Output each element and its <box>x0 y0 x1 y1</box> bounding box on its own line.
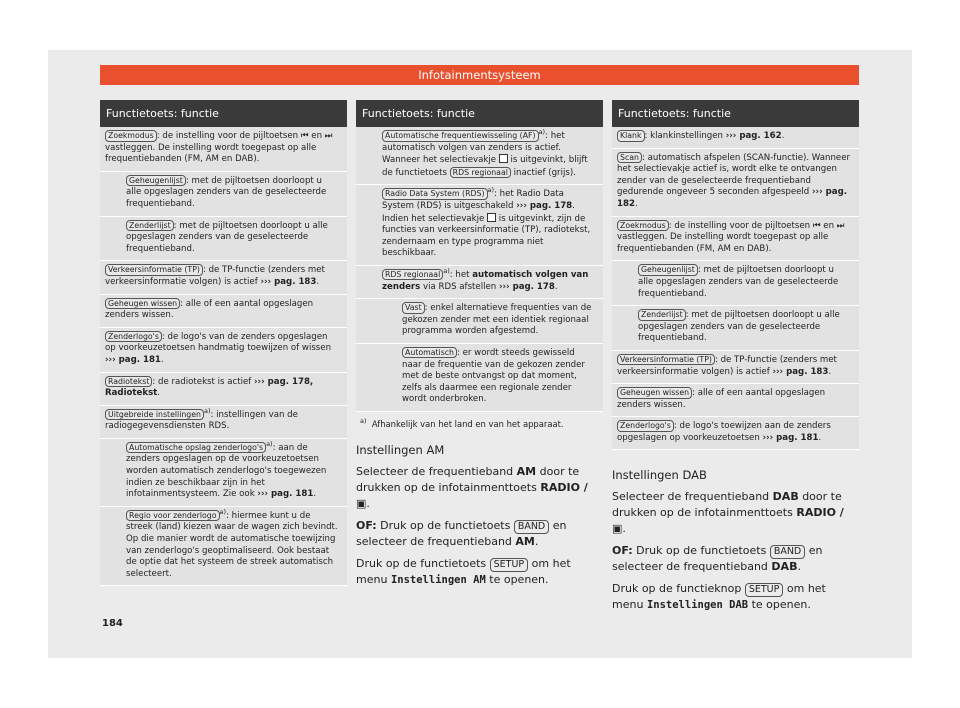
function-key-label: Zoekmodus <box>617 220 669 232</box>
function-key-label: Klank <box>617 130 645 142</box>
function-key-label: Radio Data System (RDS) <box>382 188 488 200</box>
table-row: Geheugenlijst : met de pijltoetsen doorloopt u alle opgeslagen zenders van de geselecteerde frequentieband. <box>100 172 347 217</box>
media-icon: ▣ <box>612 522 623 536</box>
function-table-2 <box>356 100 603 588</box>
page-reference: ››› pag. 181 <box>105 354 161 365</box>
function-key-label: RDS regionaal <box>382 269 443 281</box>
section-title: Instellingen AM <box>356 442 445 457</box>
footnote: $^{a)}$ Afhankelijk van het land en van het apparaat. <box>360 417 564 429</box>
function-key-label: Verkeersinformatie (TP) <box>617 354 715 366</box>
table-header: Functietoets: functie <box>356 100 603 127</box>
function-key-label: RDS regionaal <box>450 167 511 179</box>
menu-name: Instellingen AM <box>390 573 486 586</box>
table-row: Radio Data System (RDS) $^{a)}$: het Radio Data System (RDS) is uitgeschakeld ››› pag. 178. Indien het selectievakje is uitgevinkt, zijn de functies van verkeersinformatie (TP), radiotekst, zendernaam en type programma niet beschikbaar. <box>356 185 603 266</box>
table-row: Geheugenlijst : met de pijltoetsen doorloopt u alle opgeslagen zenders van de geselecteerde frequentieband. <box>612 261 859 306</box>
table-row: Zenderlogo's : de logo's toewijzen aan de zenders opgeslagen op voorkeuzetoetsen ››› pag. 181. <box>612 417 859 450</box>
function-key-label: Zenderlogo's <box>617 420 674 432</box>
table-row: Automatische opslag zenderlogo's $^{a)}$: aan de zenders opgeslagen op de voorkeuzetoetsen worden automatisch zenderlogo's toegewezen indien ze beschikbaar zijn in het infotainmentsysteem. Zie ook ››› pag. 181. <box>100 439 347 507</box>
skip-forward-icon: ⏭ <box>836 220 845 231</box>
section-title: Instellingen DAB <box>612 468 707 483</box>
table-row: RDS regionaal $^{a)}$: het automatisch volgen van zenders via RDS afstellen ››› pag. 178. <box>356 266 603 299</box>
menu-name: Instellingen DAB <box>646 599 749 612</box>
page-reference: ››› pag. 178, Radiotekst <box>105 376 314 399</box>
table-row: Geheugen wissen : alle of een aantal opgeslagen zenders wissen. <box>612 384 859 417</box>
function-key-label: Regio voor zenderlogo <box>126 510 220 522</box>
paragraph: OF: Druk op de functietoets BAND en selecteer de frequentieband AM. <box>356 518 567 548</box>
function-table-1 <box>100 100 347 586</box>
function-key-label: Automatisch <box>402 347 457 359</box>
band-key: BAND <box>514 520 549 534</box>
function-table-3 <box>612 100 859 613</box>
function-key-label: Zenderlijst <box>638 309 686 321</box>
page-reference: ››› pag. 183 <box>772 366 829 377</box>
page-reference: ››› pag. 182 <box>617 187 847 209</box>
skip-forward-icon: ⏭ <box>324 131 333 141</box>
table-row: Scan : automatisch afspelen (SCAN-functie). Wanneer het selectievakje actief is, wordt elke te ontvangen zender van de geselecteerde frequentieband gedurende ongeveer 5 seconden afgespeeld ››› pag. 182. <box>612 149 859 217</box>
function-key-label: Geheugen wissen <box>105 298 180 310</box>
radio-key: RADIO / <box>540 480 588 494</box>
table-row: Klank : klankinstellingen ››› pag. 162. <box>612 127 859 149</box>
table-row: Verkeersinformatie (TP) : de TP-functie (zenders met verkeersinformatie volgen) is actief ››› pag. 183. <box>100 261 347 294</box>
setup-key: SETUP <box>745 583 784 597</box>
page-reference: ››› pag. 181 <box>257 489 314 500</box>
table-row: Geheugen wissen : alle of een aantal opgeslagen zenders wissen. <box>100 295 347 328</box>
table-row: Zoekmodus : de instelling voor de pijltoetsen ⏮ en ⏭ vastleggen. De instelling wordt toegepast op alle frequentiebanden (FM, AM en DAB). <box>612 217 859 262</box>
function-key-label: Uitgebreide instellingen <box>105 409 204 421</box>
checkbox-icon <box>487 213 496 222</box>
table-row: Uitgebreide instellingen $^{a)}$: instellingen van de radiogegevensdiensten RDS. <box>100 406 347 439</box>
paragraph: Druk op de functieknop SETUP om het menu Instellingen DAB te openen. <box>612 582 826 612</box>
page-reference: ››› pag. 178 <box>516 200 573 211</box>
chapter-banner: Infotainmentsysteem <box>100 65 859 85</box>
paragraph: Selecteer de frequentieband DAB door te drukken op de infotainmenttoets RADIO / ▣. <box>612 490 844 536</box>
paragraph: OF: Druk op de functietoets BAND en selecteer de frequentieband DAB. <box>612 544 823 574</box>
checkbox-icon <box>499 154 508 163</box>
table-header: Functietoets: functie <box>100 100 347 127</box>
function-key-label: Radiotekst <box>105 376 152 388</box>
page-reference: ››› pag. 162 <box>725 131 782 141</box>
page-reference: ››› pag. 181 <box>762 432 819 443</box>
function-key-label: Automatische opslag zenderlogo's <box>126 442 266 454</box>
paragraph: Selecteer de frequentieband AM door te drukken op de infotainmenttoets RADIO / ▣. <box>356 464 588 510</box>
function-key-label: Verkeersinformatie (TP) <box>105 264 203 276</box>
table-row: Verkeersinformatie (TP) : de TP-functie (zenders met verkeersinformatie volgen) is actief ››› pag. 183. <box>612 351 859 384</box>
function-key-label: Vast <box>402 302 425 314</box>
function-key-label: Zenderlijst <box>126 220 174 232</box>
function-key-label: Zoekmodus <box>105 130 157 142</box>
table-row: Automatische frequentiewisseling (AF) $^{a)}$: het automatisch volgen van zenders is actief. Wanneer het selectievakje is uitgevinkt, blijft de functietoets RDS regionaal inactief (grijs). <box>356 127 603 185</box>
function-key-label: Automatische frequentiewisseling (AF) <box>382 130 539 142</box>
radio-key: RADIO / <box>796 506 844 520</box>
skip-back-icon: ⏮ <box>812 220 821 231</box>
paragraph: Druk op de functietoets SETUP om het menu Instellingen AM te openen. <box>356 556 571 586</box>
table-row: Regio voor zenderlogo $^{a)}$: hiermee kunt u de streek (land) kiezen waar de wagen zich bevindt. Op die manier wordt de automatische toewijzing van zenderlogo's geoptimaliseerd. Ook bestaat de optie dat het systeem de streek automatisch selecteert. <box>100 507 347 587</box>
function-key-label: Geheugenlijst <box>638 264 698 276</box>
media-icon: ▣ <box>356 496 367 510</box>
table-row: Zenderlijst : met de pijltoetsen doorloopt u alle opgeslagen zenders van de geselecteerde frequentieband. <box>100 217 347 262</box>
function-key-label: Zenderlogo's <box>105 331 162 343</box>
page-reference: ››› pag. 183 <box>260 276 317 287</box>
page-number: 184 <box>102 618 123 629</box>
function-key-label: Geheugen wissen <box>617 387 692 399</box>
setup-key: SETUP <box>490 558 529 572</box>
table-row: Zoekmodus : de instelling voor de pijltoetsen ⏮ en ⏭ vastleggen. De instelling wordt toegepast op alle frequentiebanden (FM, AM en DAB). <box>100 127 347 172</box>
table-row: Zenderlogo's : de logo's van de zenders opgeslagen op voorkeuzetoetsen handmatig toewijzen of wissen ››› pag. 181. <box>100 328 347 373</box>
table-row: Vast : enkel alternatieve frequenties van de gekozen zender met een identiek regionaal programma worden afgestemd. <box>356 299 603 344</box>
table-row: Radiotekst : de radiotekst is actief ››› pag. 178, Radiotekst. <box>100 373 347 406</box>
table-row: Automatisch : er wordt steeds gewisseld naar de frequentie van de gekozen zender met de beste ontvangst op dat moment, zelfs als daarmee een regionale zender wordt onderbroken. <box>356 344 603 412</box>
band-key: BAND <box>770 545 805 559</box>
page-reference: ››› pag. 178 <box>498 281 555 292</box>
table-header: Functietoets: functie <box>612 100 859 127</box>
skip-back-icon: ⏮ <box>300 131 309 141</box>
function-key-label: Geheugenlijst <box>126 175 186 187</box>
table-row: Zenderlijst : met de pijltoetsen doorloopt u alle opgeslagen zenders van de geselecteerde frequentieband. <box>612 306 859 351</box>
function-key-label: Scan <box>617 152 642 164</box>
